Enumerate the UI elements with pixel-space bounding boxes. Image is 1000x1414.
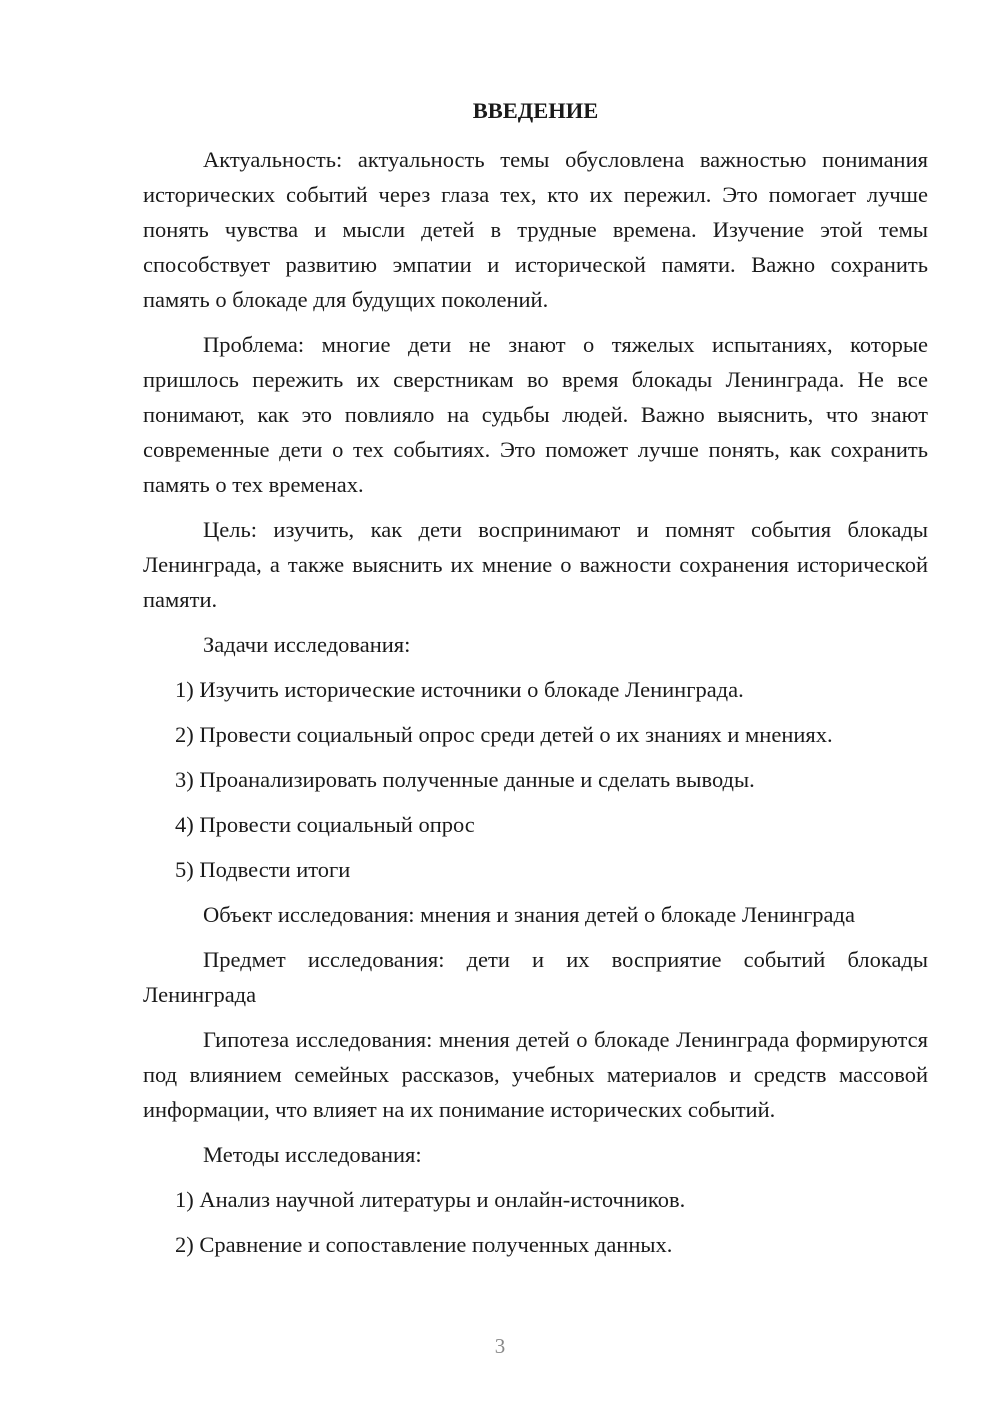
tasks-list [143,672,928,887]
list-item: 4) Провести социальный опрос [175,812,475,837]
list-item: 3) Проанализировать полученные данные и сделать выводы. [175,767,755,792]
hypothesis-paragraph: Гипотеза исследования: мнения детей о блокаде Ленинграда формируются под влиянием семейных рассказов, учебных материалов и средств массовой информации, что влияет на их понимание исторических событий. [143,1027,928,1122]
document-page [143,96,928,1272]
list-item: 5) Подвести итоги [175,857,351,882]
tasks-heading: Задачи исследования: [203,632,411,657]
problem-paragraph: Проблема: многие дети не знают о тяжелых испытаниях, которые пришлось пережить их сверстникам во время блокады Ленинграда. Не все понимают, как это повлияло на судьбы людей. Важно выяснить, что знают современные дети о тех событиях. Это поможет лучше понять, как сохранить память о тех временах. [143,332,928,497]
goal-paragraph: Цель: изучить, как дети воспринимают и помнят события блокады Ленинграда, а также выяснить их мнение о важности сохранения исторической памяти. [143,517,928,612]
methods-heading: Методы исследования: [203,1142,422,1167]
subject-paragraph: Предмет исследования: дети и их восприятие событий блокады Ленинграда [143,947,928,1007]
section-title: ВВЕДЕНИЕ [472,98,599,123]
methods-list [143,1182,928,1262]
relevance-paragraph: Актуальность: актуальность темы обусловлена важностью понимания исторических событий через глаза тех, кто их пережил. Это помогает лучше понять чувства и мысли детей в трудные времена. Изучение этой темы способствует развитию эмпатии и исторической памяти. Важно сохранить память о блокаде для будущих поколений. [143,147,928,312]
list-item: 1) Изучить исторические источники о блокаде Ленинграда. [175,677,744,702]
page-number: 3 [494,1334,506,1358]
list-item: 1) Анализ научной литературы и онлайн-источников. [175,1187,686,1212]
object-paragraph: Объект исследования: мнения и знания детей о блокаде Ленинграда [203,902,855,927]
list-item: 2) Сравнение и сопоставление полученных данных. [175,1232,673,1257]
list-item: 2) Провести социальный опрос среди детей о их знаниях и мнениях. [175,722,833,747]
